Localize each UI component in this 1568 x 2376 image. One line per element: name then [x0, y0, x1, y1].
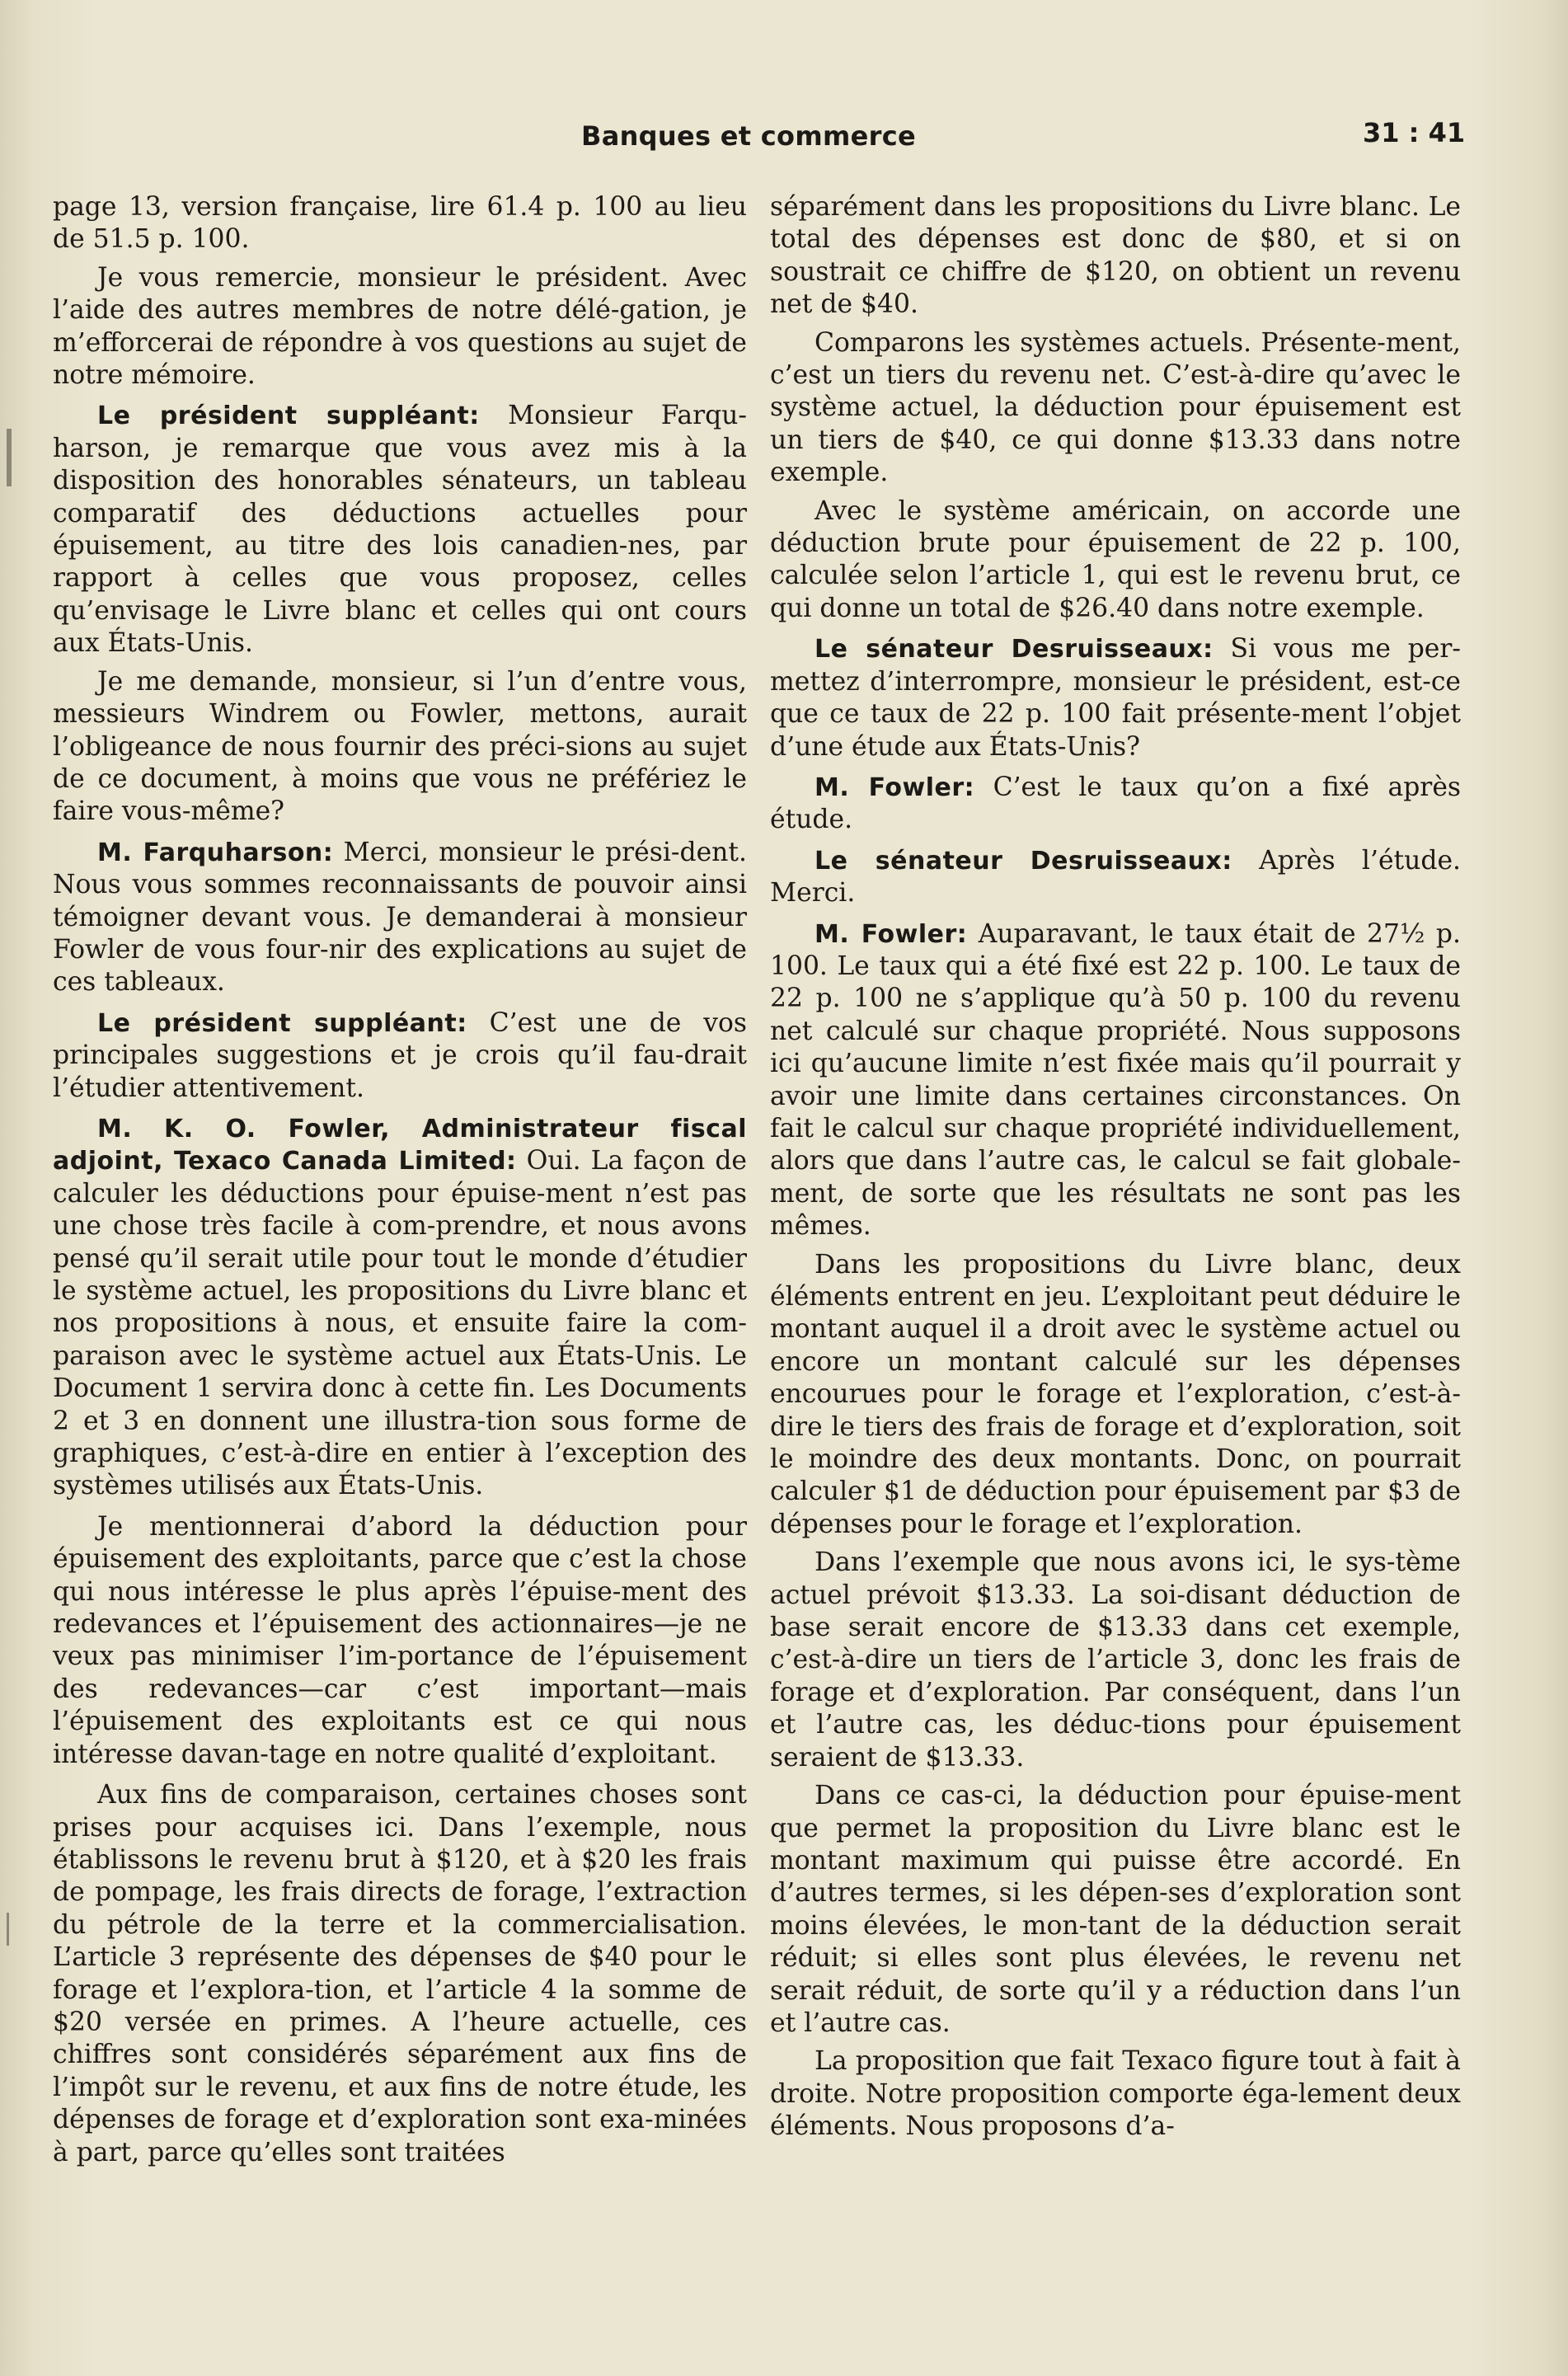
paragraph-text: Oui. La façon de calculer les déductions pour épuise-ment n’est pas une chose très facile à com-prendre, et nous avons pensé qu’il serait utile pour tout le monde d’étudier le système actuel, les propositions du Livre blanc et nos propositions à nous, et ensuite faire la com-paraison avec le système actuel aux États-Unis. Le Document 1 servira donc à cette fin. Les Documents 2 et 3 en donnent une illustra-tion sous forme de graphiques, c’est-à-dire en entier à l’exception des systèmes utilisés aux États-Unis.: [53, 1146, 747, 1501]
paragraph-text: Comparons les systèmes actuels. Présente-ment, c’est un tiers du revenu net. C’est-à-dire qu’avec le système actuel, la déduction pour épuisement est un tiers de $40, ce qui donne $13.33 dans notre exemple.: [770, 327, 1461, 488]
paragraph: [770, 918, 1461, 1243]
paragraph: [53, 1779, 747, 2169]
paragraph: [770, 1780, 1461, 2040]
speaker-label: Le sénateur Desruisseaux:: [815, 635, 1214, 664]
paragraph-text: Je vous remercie, monsieur le président. Avec l’aide des autres membres de notre délé-gation, je m’efforcerai de répondre à vos questions au sujet de notre mémoire.: [53, 262, 747, 391]
paragraph-text: Après l’étude. Merci.: [770, 845, 1461, 909]
speaker-label: Le président suppléant:: [97, 401, 480, 431]
paragraph-text: séparément dans les propositions du Livre blanc. Le total des dépenses est donc de $80, et si on soustrait ce chiffre de $120, on obtient un revenu net de $40.: [770, 192, 1461, 320]
paragraph-text: Je me demande, monsieur, si l’un d’entre vous, messieurs Windrem ou Fowler, mettons, aurait l’obligeance de nous fournir des préci-sions au sujet de ce document, à moins que vous ne préfériez le faire vous-même?: [53, 666, 747, 827]
paragraph: [53, 666, 747, 829]
paragraph-text: Aux fins de comparaison, certaines choses sont prises pour acquises ici. Dans l’exemple, nous établissons le revenu brut à $120, et à $20 les frais de pompage, les frais directs de forage, l’extraction du pétrole de la terre et la commercialisation. L’article 3 représente des dépenses de $40 pour le forage et l’explora-tion, et l’article 4 la somme de $20 versée en primes. A l’heure actuelle, ces chiffres sont considérés séparément aux fins de l’impôt sur le revenu, et aux fins de notre étude, les dépenses de forage et d’exploration sont exa-minées à part, parce qu’elles sont traitées: [53, 1780, 747, 2167]
paragraph: [53, 1113, 747, 1503]
right-column: [770, 191, 1461, 2149]
paragraph-text: C’est le taux qu’on a fixé après étude.: [770, 772, 1461, 835]
paragraph: [770, 191, 1461, 322]
running-title: Banques et commerce: [581, 120, 916, 152]
paragraph: [53, 400, 747, 660]
paragraph-text: page 13, version française, lire 61.4 p. 100 au lieu de 51.5 p. 100.: [53, 192, 747, 255]
paragraph-text: Monsieur Farqu-harson, je remarque que vous avez mis à la disposition des honorables sénateurs, un tableau comparatif des déductions actuelles pour épuisement, au titre des lois canadien-nes, par rapport à celles que vous proposez, celles qu’envisage le Livre blanc et celles qui ont cours aux États-Unis.: [53, 401, 747, 659]
paragraph-text: Dans les propositions du Livre blanc, deux éléments entrent en jeu. L’exploitant peut déduire le montant auquel il a droit avec le système actuel ou encore un montant calculé sur les dépenses encourues pour le forage et l’exploration, c’est-à-dire le tiers des frais de forage et d’exploration, soit le moindre des deux montants. Donc, on pourrait calculer $1 de déduction pour épuisement par $3 de dépenses pour le forage et l’exploration.: [770, 1249, 1461, 1539]
paragraph: [53, 1511, 747, 1771]
paragraph: [770, 633, 1461, 763]
paragraph-text: Je mentionnerai d’abord la déduction pour épuisement des exploitants, parce que c’est la chose qui nous intéresse le plus après l’épuise-ment des redevances et l’épuisement des actionnaires—je ne veux pas minimiser l’im-portance de l’épuisement des redevances—car c’est important—mais l’épuisement des exploitants est ce qui nous intéresse davan-tage en notre qualité d’exploitant.: [53, 1511, 747, 1769]
speaker-label: M. Fowler:: [815, 919, 968, 949]
paragraph-text: Merci, monsieur le prési-dent. Nous vous sommes reconnaissants de pouvoir ainsi témoigner devant vous. Je demanderai à monsieur Fowler de vous four-nir des explications au sujet de ces tableaux.: [53, 837, 747, 998]
left-column: [53, 191, 747, 2175]
paragraph-text: Dans ce cas-ci, la déduction pour épuise-ment que permet la proposition du Livre blanc est le montant maximum qui puisse être accordé. En d’autres termes, si les dépen-ses d’exploration sont moins élevées, le mon-tant de la déduction serait réduit; si elles sont plus élevées, le revenu net serait réduit, de sorte qu’il y a réduction dans l’un et l’autre cas.: [770, 1781, 1461, 2038]
paragraph: [770, 327, 1461, 490]
paragraph: [770, 1249, 1461, 1542]
page-number: 31 : 41: [1363, 117, 1466, 148]
speaker-label: M. K. O. Fowler, Administrateur fiscal adjoint, Texaco Canada Limited:: [53, 1114, 747, 1176]
paragraph: [770, 845, 1461, 910]
speaker-label: Le président suppléant:: [97, 1008, 467, 1038]
paragraph: [53, 191, 747, 256]
speaker-label: M. Fowler:: [815, 772, 975, 802]
paragraph-text: Si vous me per-mettez d’interrompre, monsieur le président, est-ce que ce taux de 22 p. 100 fait présente-ment l’objet d’une étude aux États-Unis?: [770, 634, 1461, 762]
binding-mark: [7, 429, 12, 486]
paragraph: [770, 495, 1461, 626]
paragraph: [53, 262, 747, 392]
paragraph: [770, 772, 1461, 837]
paragraph: [770, 2045, 1461, 2143]
paragraph-text: La proposition que fait Texaco figure tout à fait à droite. Notre proposition comporte éga-lement deux éléments. Nous proposons d’a-: [770, 2046, 1461, 2142]
paragraph-text: C’est une de vos principales suggestions et je crois qu’il fau-drait l’étudier attentivement.: [53, 1007, 748, 1103]
speaker-label: Le sénateur Desruisseaux:: [815, 846, 1232, 876]
paragraph-text: Avec le système américain, on accorde une déduction brute pour épuisement de 22 p. 100, calculée selon l’article 1, qui est le revenu brut, ce qui donne un total de $26.40 dans notre exemple.: [770, 495, 1461, 623]
paragraph: [53, 837, 747, 999]
paragraph: [770, 1547, 1461, 1774]
paragraph: [53, 1007, 747, 1105]
binding-mark: [7, 1913, 9, 1946]
paragraph-text: Dans l’exemple que nous avons ici, le sys-tème actuel prévoit $13.33. La soi-disant déduction de base serait encore de $13.33 dans cet exemple, c’est-à-dire un tiers de l’article 3, donc les frais de forage et d’exploration. Par conséquent, dans l’un et l’autre cas, les déduc-tions pour épuisement seraient de $13.33.: [770, 1547, 1461, 1773]
paragraph-text: Auparavant, le taux était de 27½ p. 100. Le taux qui a été fixé est 22 p. 100. Le taux de 22 p. 100 ne s’applique qu’à 50 p. 100 du revenu net calculé sur chaque propriété. Nous supposons ici qu’aucune limite n’est fixée mais qu’il pourrait y avoir une limite dans certaines circonstances. On fait le calcul sur chaque propriété individuellement, alors que dans l’autre cas, le calcul se fait globale-ment, de sorte que les résultats ne sont pas les mêmes.: [770, 918, 1461, 1242]
speaker-label: M. Farquharson:: [97, 838, 334, 867]
